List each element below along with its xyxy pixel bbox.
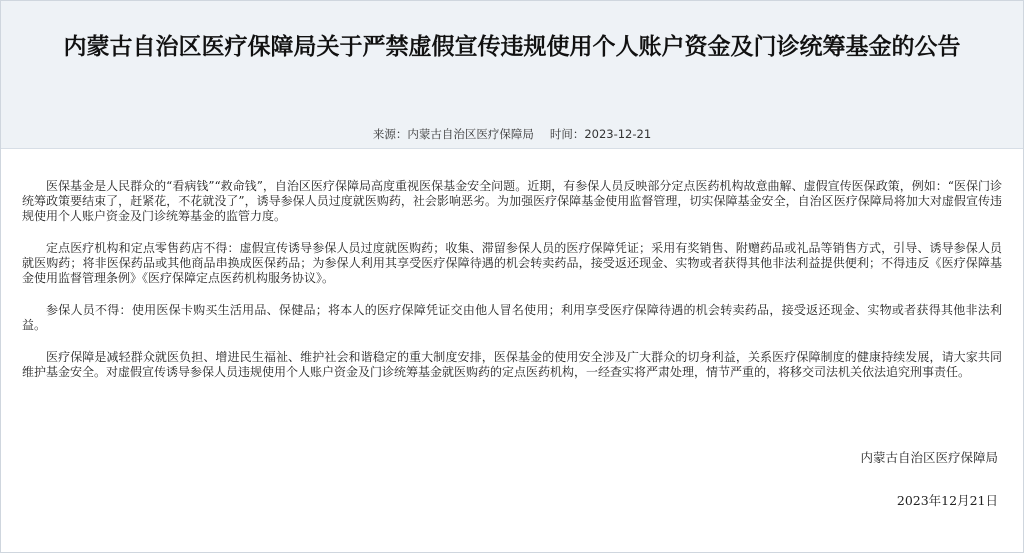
time-label: 时间： [549,127,585,141]
notice-meta [1,126,1023,142]
notice-body [22,179,1002,397]
issuer-signature: 内蒙古自治区医疗保障局 [860,450,998,465]
time-value: 2023-12-21 [584,127,652,141]
issue-date: 2023年12月21日 [896,493,998,508]
source-value: 内蒙古自治区医疗保障局 [407,127,534,141]
paragraph-insured-persons: 参保人员不得：使用医保卡购买生活用品、保健品；将本人的医疗保障凭证交由他人冒名使用；利用享受医疗保障待遇的机会转卖药品，接受返还现金、实物或者获得其他非法利益。 [22,303,1002,332]
paragraph-institutions: 定点医疗机构和定点零售药店不得：虚假宣传诱导参保人员过度就医购药；收集、滞留参保人员的医疗保障凭证；采用有奖销售、附赠药品或礼品等销售方式，引导、诱导参保人员就医购药；将非医保药品或其他商品串换成医保药品；为参保人利用其享受医疗保障待遇的机会转卖药品，接受返还现金、实物或者获得其他非法利益提供便利；不得违反《医疗保障基金使用监督管理条例》《医疗保障定点医药机构服务协议》。 [22,241,1002,285]
paragraph-conclusion: 医疗保障是减轻群众就医负担、增进民生福祉、维护社会和谐稳定的重大制度安排，医保基金的使用安全涉及广大群众的切身利益，关系医疗保障制度的健康持续发展，请大家共同维护基金安全。对虚假宣传诱导参保人员违规使用个人账户资金及门诊统筹基金就医购药的定点医药机构，一经查实将严肃处理，情节严重的，将移交司法机关依法追究刑事责任。 [22,350,1002,379]
paragraph-intro: 医保基金是人民群众的“看病钱”“救命钱”，自治区医疗保障局高度重视医保基金安全问题。近期，有参保人员反映部分定点医药机构故意曲解、虚假宣传医保政策，例如：“医保门诊统筹政策要结束了，赶紧花，不花就没了”，诱导参保人员过度就医购药，社会影响恶劣。为加强医疗保障基金使用监督管理，切实保障基金安全，自治区医疗保障局将加大对虚假宣传违规使用个人账户资金及门诊统筹基金的监管力度。 [22,179,1002,223]
page-title: 内蒙古自治区医疗保障局关于严禁虚假宣传违规使用个人账户资金及门诊统筹基金的公告 [63,34,961,60]
source-label: 来源： [372,127,408,141]
notice-header [1,1,1023,149]
